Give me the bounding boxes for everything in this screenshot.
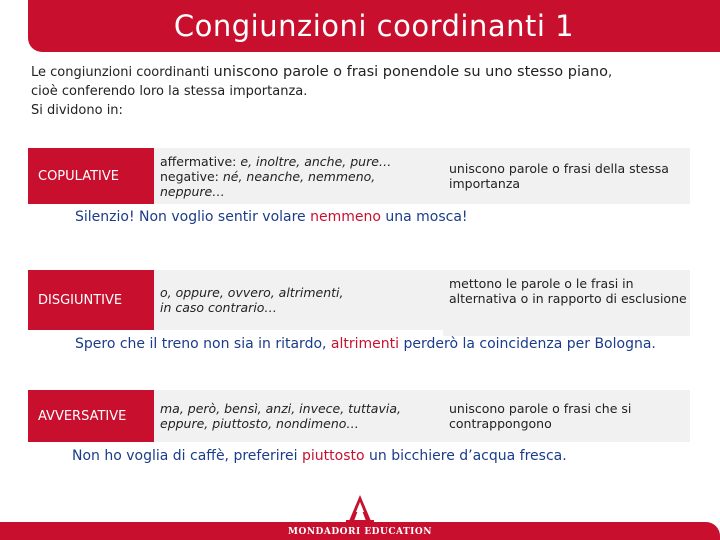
affirmative-items: e, inoltre, anche, pure… — [240, 153, 392, 169]
description: uniscono parole o frasi che si contrappongono — [443, 390, 690, 442]
example-post: perderò la coincidenza per Bologna. — [399, 336, 656, 352]
example-post: un bicchiere d’acqua fresca. — [364, 448, 567, 464]
brand-name: MONDADORI EDUCATION — [288, 527, 432, 537]
example-highlight: nemmeno — [310, 209, 381, 225]
intro-text — [31, 63, 691, 120]
intro-line-3: Si dividono in: — [31, 103, 123, 118]
conjunction-items-line-1: o, oppure, ovvero, altrimenti, — [160, 285, 344, 300]
example-pre: Silenzio! Non voglio sentir volare — [75, 209, 311, 225]
conjunction-list — [154, 148, 446, 204]
negative-items-continued: neppure… — [160, 183, 225, 199]
description: uniscono parole o frasi della stessa importanza — [443, 148, 690, 204]
category-label: AVVERSATIVE — [28, 390, 158, 442]
category-label: DISGIUNTIVE — [28, 270, 158, 330]
example-sentence-avversative — [72, 448, 567, 464]
row-avversative — [28, 390, 684, 442]
conjunction-items-line-2: in caso contrario… — [160, 300, 277, 315]
example-highlight: altrimenti — [330, 336, 400, 352]
affirmative-label: affermative: — [160, 153, 241, 169]
conjunction-list — [154, 270, 446, 330]
example-sentence-disgiuntive — [75, 336, 656, 352]
mondadori-rose-logo-icon — [342, 494, 378, 522]
example-pre: Non ho voglia di caffè, preferirei — [72, 448, 302, 464]
intro-line-1-emphasis: uniscono parole o frasi ponendole su uno stesso piano — [213, 64, 608, 80]
example-post: una mosca! — [380, 209, 468, 225]
conjunction-items-line-2: eppure, piuttosto, nondimeno… — [160, 416, 359, 431]
brand-logo — [0, 494, 720, 537]
title-bar — [28, 0, 720, 52]
negative-label: negative: — [160, 168, 223, 184]
example-sentence-copulative — [75, 209, 468, 225]
intro-line-2: cioè conferendo loro la stessa importanza. — [31, 84, 308, 99]
example-highlight: piuttosto — [302, 448, 365, 464]
row-disgiuntive — [28, 270, 687, 330]
description: mettono le parole o le frasi in alternativa o in rapporto di esclusione — [443, 270, 690, 336]
conjunction-items-line-1: ma, però, bensì, anzi, invece, tuttavia, — [160, 401, 401, 416]
example-pre: Spero che il treno non sia in ritardo, — [75, 336, 331, 352]
conjunction-list — [154, 390, 446, 442]
row-copulative — [28, 148, 684, 204]
intro-line-1-post: , — [607, 65, 613, 80]
page-title: Congiunzioni coordinanti 1 — [173, 9, 575, 43]
negative-items: né, neanche, nemmeno, — [222, 168, 376, 184]
intro-line-1 — [31, 63, 691, 82]
category-label: COPULATIVE — [28, 148, 158, 204]
intro-line-1-pre: Le congiunzioni coordinanti — [31, 65, 214, 80]
